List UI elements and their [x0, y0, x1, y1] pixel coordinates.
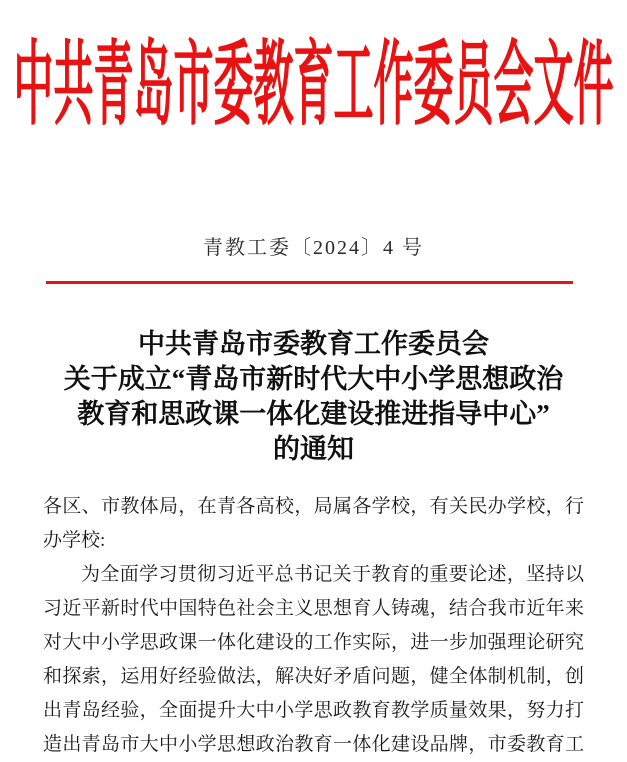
body-line-salutation-2: 办学校:: [43, 530, 106, 551]
body-line-paragraph-2: 习近平新时代中国特色社会主义思想育人铸魂，结合我市近年来: [43, 598, 584, 619]
body-line-salutation-1: 各区、市教体局，在青各高校，局属各学校，有关民办学校，行: [43, 496, 584, 517]
red-letterhead-banner: 中共青岛市委教育工作委员会文件: [13, 33, 614, 137]
document-title: [0, 327, 627, 467]
title-line-2: 关于成立“青岛市新时代大中小学思想政治: [63, 364, 564, 394]
document-body: [43, 490, 584, 762]
title-line-1: 中共青岛市委教育工作委员会: [138, 329, 489, 359]
body-line-paragraph-3: 对大中小学思政课一体化建设的工作实际，进一步加强理论研究: [43, 632, 584, 653]
red-divider-rule: [46, 281, 573, 284]
body-line-paragraph-5: 出青岛经验，全面提升大中小学思政教育教学质量效果，努力打: [43, 700, 584, 721]
title-line-4: 的通知: [273, 434, 354, 464]
document-number: 青教工委〔2024〕4 号: [203, 237, 424, 259]
title-line-3: 教育和思政课一体化建设推进指导中心”: [77, 399, 550, 429]
body-line-paragraph-4: 和探索，运用好经验做法，解决好矛盾问题，健全体制机制，创: [43, 666, 584, 687]
body-line-paragraph-1: 为全面学习贯彻习近平总书记关于教育的重要论述，坚持以: [81, 564, 584, 585]
body-line-paragraph-6: 造出青岛市大中小学思想政治教育一体化建设品牌，市委教育工: [43, 734, 584, 755]
